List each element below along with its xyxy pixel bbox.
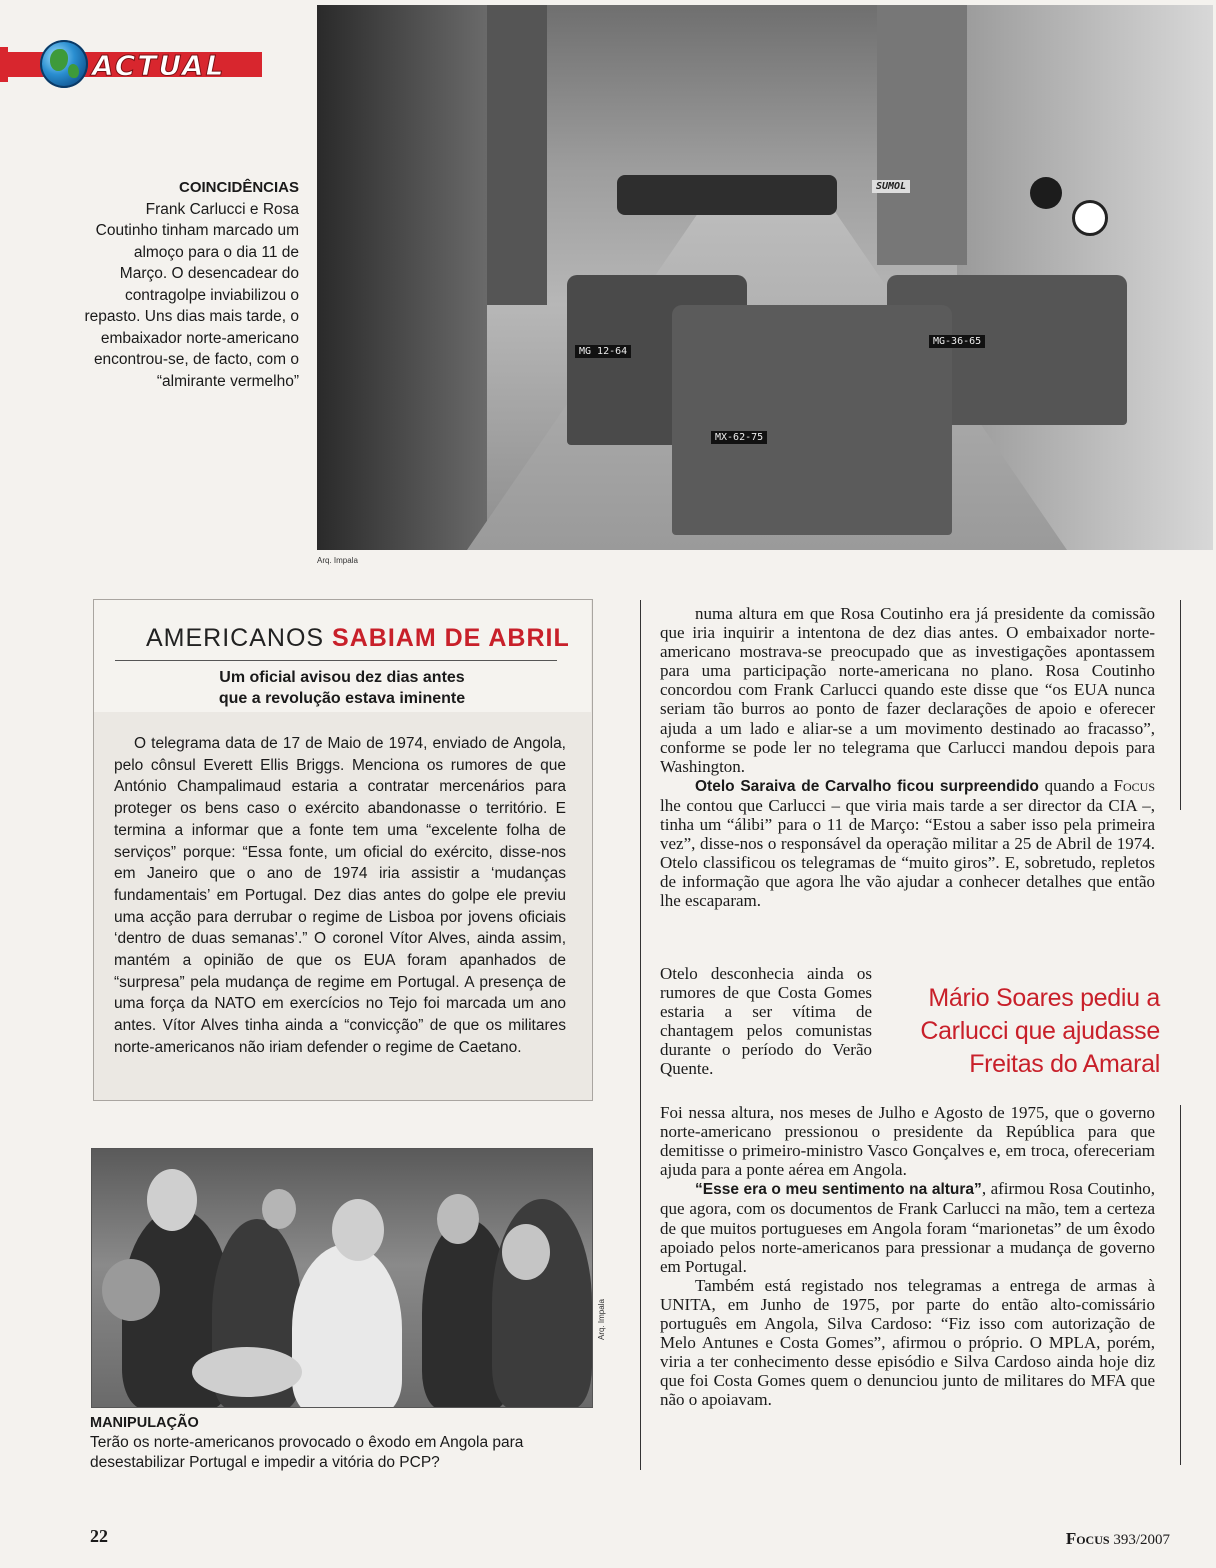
article-narrow: Otelo desconhecia ainda os rumores de que Costa Gomes estaria a ser vítima de chantagem pelos comunistas durante o período do Verão Quente. <box>660 964 872 1078</box>
section-label: ACTUAL <box>92 49 226 82</box>
sidebar-title-a: AMERICANOS <box>146 624 325 652</box>
sidebar-subtitle: Um oficial avisou dez dias antes que a revolução estava iminente <box>218 669 466 707</box>
magazine-name: Focus <box>1065 1529 1110 1548</box>
sidebar-title-b: SABIAM DE ABRIL <box>332 624 570 652</box>
right-rule-top <box>1180 600 1181 810</box>
article-p5: Também está registado nos telegramas a entrega de armas à UNITA, em Junho de 1975, por parte do então alto-comissário português em Angola, Silva Cardoso: “Fiz isso com autorização de Melo Antunes e Costa Gomes”, afirmou o próprio. O MPLA, porém, viria a ter conhecimento desse episódio e Silva Cardoso ainda hoje diz que foi Costa Gomes quem o denunciou junto de militares do MFA que não o apoiavam. <box>660 1275 1155 1410</box>
plate-right: MG-36-65 <box>929 335 985 348</box>
right-rule-bottom <box>1180 1105 1181 1465</box>
sidebar-rule <box>115 660 557 661</box>
shop-sign: SUMOL <box>872 180 910 193</box>
article-column-lower <box>660 1103 1155 1410</box>
article-p4-lead: “Esse era o meu sentimento na altura” <box>695 1181 982 1199</box>
bottom-caption <box>90 1413 600 1473</box>
column-rule <box>640 600 641 1470</box>
bottom-caption-title: MANIPULAÇÃO <box>90 1415 199 1431</box>
bottom-photo <box>91 1148 593 1408</box>
plate-center: MX-62-75 <box>711 431 767 444</box>
top-caption <box>84 177 299 392</box>
sidebar-title <box>94 624 634 653</box>
globe-icon <box>40 40 88 88</box>
page-number: 22 <box>90 1526 108 1546</box>
top-caption-title: COINCIDÊNCIAS <box>178 179 299 196</box>
pullquote: Mário Soares pediu a Carlucci que ajudasse Freitas do Amaral <box>920 984 1160 1078</box>
plate-left: MG 12-64 <box>575 345 631 358</box>
magazine-footer <box>1066 1529 1170 1549</box>
article-p1: numa altura em que Rosa Coutinho era já presidente da comissão que iria inquirir a intentona de dez dias antes. O embaixador norte-americano mostrava-se preocupado que as investigações apontassem para uma participação norte-americana no plano. Rosa Coutinho concordou com Frank Carlucci quando este disse que “os EUA nunca seriam tão burros ao ponto de fazer declarações de apoio e oferecer ajuda a um lado e aliar-se a um movimento destinado ao fracasso”, conforme se pode ler no telegrama que Carlucci mandou depois para Washington. <box>660 604 1155 776</box>
issue-number: 393/2007 <box>1109 1532 1170 1548</box>
top-photo <box>317 5 1213 550</box>
article-p2-lead: Otelo Saraiva de Carvalho ficou surpreendido <box>695 777 1039 795</box>
top-caption-text: Frank Carlucci e Rosa Coutinho tinham marcado um almoço para o dia 11 de Março. O desencadear do contragolpe inviabilizou o repasto. Uns dias mais tarde, o embaixador norte-americano encontrou-se, de facto, com o “almirante vermelho” <box>84 200 299 390</box>
article-column <box>660 604 1155 911</box>
article-p4: “Esse era o meu sentimento na altura”, afirmou Rosa Coutinho, que agora, com os documentos de Frank Carlucci na mão, tem a certeza de que muitos portugueses em Angola foram “marionetas” de um êxodo apoiado pelos norte-americanos para pressionar a mudança de governo em Portugal. <box>660 1179 1156 1276</box>
bottom-caption-text: Terão os norte-americanos provocado o êxodo em Angola para desestabilizar Portugal e impedir a vitória do PCP? <box>90 1434 524 1471</box>
bottom-photo-credit: Arq. Impala <box>597 1299 606 1340</box>
article-p3: Foi nessa altura, nos meses de Julho e Agosto de 1975, que o governo norte-americano pressionou o presidente da República para que demitisse o primeiro-ministro Vasco Gonçalves e, em troca, ofereceriam ajuda para a ponte aérea em Angola. <box>660 1103 1155 1180</box>
sidebar-body: O telegrama data de 17 de Maio de 1974, enviado de Angola, pelo cônsul Everett Ellis Briggs. Menciona os rumores de que António Champalimaud estaria a contratar mercenários para proteger os bens caso o exército abandonasse o território. E termina a informar que a fonte tem uma “excelente folha de serviços” porque: “Essa fonte, um oficial do exército, disse-nos em Janeiro que o ano de 1974 iria assistir a ‘mudanças fundamentais’ em Portugal. Dez dias antes do golpe ele previu uma acção para derrubar o regime de Lisboa por jovens oficiais ‘dentro de duas semanas’.” O coronel Vítor Alves, ainda assim, mantém a opinião de que os EUA foram apanhados de “surpresa” pela mudança de regime em Portugal. A presença de uma força da NATO em exercícios no Tejo foi marcada um ano antes. Vítor Alves tinha ainda a “convicção” de que os militares norte-americanos não iriam defender o regime de Caetano. <box>114 735 566 1056</box>
top-photo-credit: Arq. Impala <box>317 556 358 565</box>
article-p2: Otelo Saraiva de Carvalho ficou surpreendido quando a Focus lhe contou que Carlucci – que viria mais tarde a ser director da CIA –, tinha um “álibi” para o 11 de Março: “Estou a saber isso pela primeira vez”, disse-nos o responsável da operação militar a 25 de Abril de 1974. Otelo classificou os telegramas de “muito giros”. E, sobretudo, repletos de informação que agora lhe vão ajudar a conhecer detalhes que então lhe escaparam. <box>660 775 1155 911</box>
magazine-name-inline: Focus <box>1113 775 1155 795</box>
